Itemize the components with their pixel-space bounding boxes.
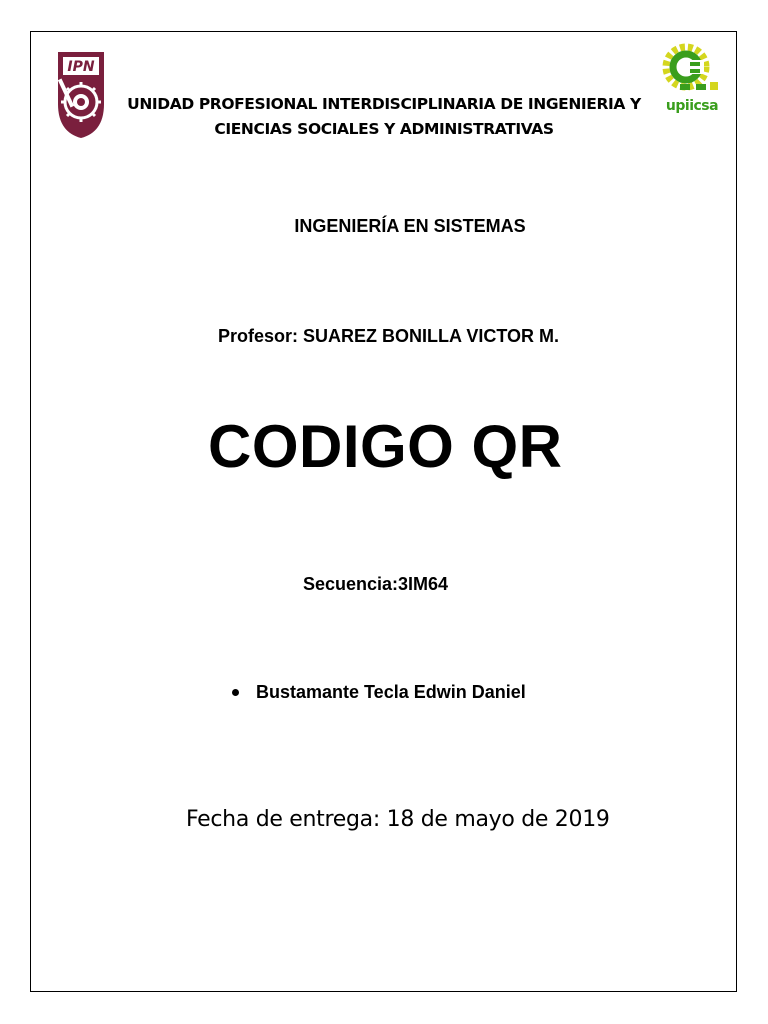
upiicsa-logo [656, 40, 728, 120]
delivery-date: Fecha de entrega: 18 de mayo de 2019 [186, 807, 610, 832]
page-border [30, 31, 737, 992]
professor-name: Profesor: SUAREZ BONILLA VICTOR M. [218, 326, 560, 346]
list-item [232, 682, 526, 703]
student-name: Bustamante Tecla Edwin Daniel [256, 682, 526, 702]
student-list [232, 682, 526, 703]
institution-line-1: UNIDAD PROFESIONAL INTERDISCIPLINARIA DE INGENIERIA Y [127, 95, 641, 113]
institution-name [110, 92, 658, 142]
upiicsa-logo-text: upiicsa [665, 98, 719, 114]
institution-line-2: CIENCIAS SOCIALES Y ADMINISTRATIVAS [214, 120, 554, 138]
career-title: INGENIERÍA EN SISTEMAS [294, 216, 526, 236]
ipn-logo [50, 50, 112, 140]
document-title: CODIGO QR [208, 413, 563, 480]
bullet-icon [232, 689, 239, 696]
svg-text:IPN: IPN [67, 59, 95, 75]
sequence-label: Secuencia:3IM64 [303, 574, 449, 594]
upiicsa-emblem-icon [656, 40, 728, 100]
ipn-crest-icon [50, 50, 112, 140]
